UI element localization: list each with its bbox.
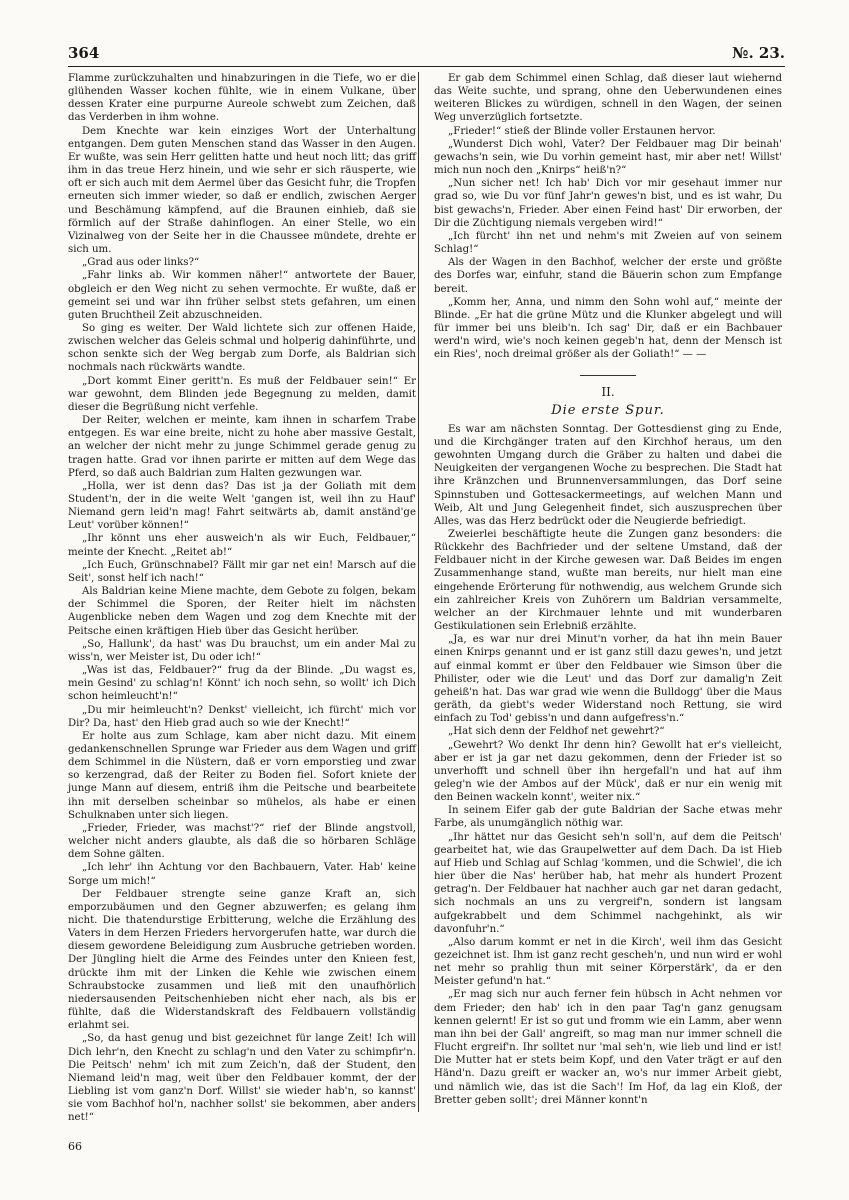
paragraph: Es war am nächsten Sonntag. Der Gottesdienst ging zu Ende, und die Kirchgänger traten auf den Kirchhof heraus, um den gewohnten Umgang durch die Gräber zu halten und dabei die Neuigkeiten der vergangenen Woche zu besprechen. Die Stadt hat ihre Kränzchen und Brunnenversammlungen, das Dorf seine Spinnstuben und Gottesackermeetings, auf welchen Mann und Weib, Alt und Jung Gelegenheit findet, sich auszusprechen über Alles, was das Herz bedrückt oder die Neugierde befriedigt. [434, 423, 782, 527]
paragraph: „Komm her, Anna, und nimm den Sohn wohl auf,“ meinte der Blinde. „Er hat die grüne Mütz und die Klunker abgelegt und will für immer bei uns bleib'n. Ich sag' Dir, daß er ein Bachbauer werd'n wird, wie's noch keinen gegeb'n hat, denn der Mensch ist ein Ries', noch dreimal größer als der Goliath!“ — — [434, 296, 782, 361]
section-rule [580, 375, 636, 376]
chapter-title: Die erste Spur. [551, 402, 665, 418]
paragraph: „Ich fürcht' ihn net und nehm's mit Zweien auf von seinem Schlag!“ [434, 230, 782, 256]
paragraph: Der Reiter, welchen er meinte, kam ihnen in scharfem Trabe entgegen. Es war eine breite, nicht zu hohe aber massive Gestalt, an welcher der nicht mehr zu junge Schimmel gerade genug zu tragen hatte. Grad vor ihnen parirte er mitten auf dem Wege das Pferd, so daß auch Baldrian zum Halten gezwungen war. [68, 415, 416, 479]
paragraph: „So, Hallunk', da hast' was Du brauchst, um ein ander Mal zu wiss'n, wer Meister ist, Du oder ich!“ [68, 638, 416, 663]
paragraph: „Fahr links ab. Wir kommen näher!“ antwortete der Bauer, obgleich er den Weg nicht zu sehen vermochte. Er wußte, daß er gemeint sei und war ihn früher selbst stets gefahren, um einen guten Bruchtheil Zeit abzuschneiden. [68, 270, 416, 321]
paragraph: „Wunderst Dich wohl, Vater? Der Feldbauer mag Dir beinah' gewachs'n sein, wie Du vorhin gemeint hast, mir aber net! Willst' mich nun noch den „Knirps“ heiß'n?“ [434, 138, 782, 177]
paragraph: „Was ist das, Feldbauer?“ frug da der Blinde. „Du wagst es, mein Gesind' zu schlag'n! Könnt' ich noch sehn, so wollt' ich Dich schon heimleucht'n!“ [68, 665, 416, 703]
right-column-before-chapter [434, 72, 782, 361]
paragraph: „Holla, wer ist denn das? Das ist ja der Goliath mit dem Student'n, der in die weite Welt 'gangen ist, weil ihn zu Hauf' Niemand gern leid'n mag! Fahrt seitwärts ab, damit anständ'ge Leut' vorüber können!“ [68, 480, 416, 532]
paragraph: „Gewehrt? Wo denkt Ihr denn hin? Gewollt hat er's vielleicht, aber er ist ja gar net dazu gekommen, denn der Frieder ist so unverhofft und schnell über ihn hergefall'n und hat auf ihm geleg'n wie der Ambos auf der Mück', daß er nur ein wenig mit den Beinen wackeln konnt', weiter nix.“ [434, 739, 782, 804]
paragraph: „Ihr hättet nur das Gesicht seh'n soll'n, auf dem die Peitsch' gearbeitet hat, wie das Graupelwetter auf dem Dach. Da ist Hieb auf Hieb und Schlag auf Schlag 'kommen, und die Schwiel', die ich hier über die Nas' herüber hab, hat mehr als hundert Prozent getrag'n. Der Feldbauer hat nachher auch gar net daran gedacht, sich nochmals an uns zu vergreif'n, sondern ist langsam aufgekrabbelt und dem Schimmel nachgehinkt, als wir davonfuhr'n.“ [434, 831, 782, 935]
paragraph: Als Baldrian keine Miene machte, dem Gebote zu folgen, bekam der Schimmel die Sporen, der Reiter hielt im nächsten Augenblicke neben dem Wagen und zog dem Knechte mit der Peitsche einen kräftigen Hieb über das Gesicht herüber. [68, 586, 416, 637]
paragraph: „Er mag sich nur auch ferner fein hübsch in Acht nehmen vor dem Frieder; den hab' ich in den paar Tag'n ganz genugsam kennen gelernt! Er ist so gut und fromm wie ein Lamm, aber wenn man ihn bei der Gall' angreift, so mag man nur immer schnell die Flucht ergreif'n. Ihr solltet nur 'mal seh'n, wie lieb und lind er ist! Die Mutter hat er stets beim Kopf, und den Vater trägt er auf den Händ'n. Dazu greift er wacker an, wo's nur immer Arbeit giebt, und nämlich wie, das ist die Sach'! Im Hof, da lag ein Kloß, der Bretter geben sollt'; drei Männer konnt'n [434, 989, 782, 1106]
paragraph: „Ich Euch, Grünschnabel? Fällt mir gar net ein! Marsch auf die Seit', sonst helf ich nach!“ [68, 559, 416, 584]
paragraph: „Also darum kommt er net in die Kirch', weil ihm das Gesicht gezeichnet ist. Ihm ist ganz recht gescheh'n, und nun wird er wohl net mehr so prahlig thun mit seiner Körperstärk', da er den Meister gefund'n hat.“ [434, 936, 782, 988]
page-number: 364 [68, 44, 100, 62]
paragraph: „Grad aus oder links?“ [82, 257, 200, 269]
paragraph: Er gab dem Schimmel einen Schlag, daß dieser laut wiehernd das Weite suchte, und sprang, ohne den Ueberwundenen eines weiteren Blickes zu würdigen, schnell in den Wagen, der seinen Weg unverzüglich fortsetzte. [434, 73, 782, 124]
paragraph: Er holte aus zum Schlage, kam aber nicht dazu. Mit einem gedankenschnellen Sprunge war Frieder aus dem Wagen und griff dem Schimmel in die Nüstern, daß er vorn emporstieg und zwar so kerzengrad, daß der Reiter zu Boden fiel. Sofort kniete der junge Mann auf diesem, entriß ihm die Peitsche und bearbeitete ihn mit derselben scheinbar so mühelos, als habe er einen Schulknaben unter sich liegen. [68, 730, 416, 821]
paragraph: „Ja, es war nur drei Minut'n vorher, da hat ihn mein Bauer einen Knirps genannt und er ist ganz still dazu gewes'n, und jetzt auf einmal kommt er über den Feldbauer wie Simson über die Philister, oder wie die Leut' und das Dorf zur damalig'n Zeit geheiß'n hat. Das war grad wie wenn die Bulldogg' über die Maus geräth, da giebt's weder Widerstand noch Rettung, sie wird einfach zu Tod' gebiss'n und dann aufgefress'n.“ [434, 634, 782, 725]
paragraph: In seinem Eifer gab der gute Baldrian der Sache etwas mehr Farbe, als unumgänglich nöthig war. [434, 805, 782, 830]
paragraph: „So, da hast genug und bist gezeichnet für lange Zeit! Ich will Dich lehr'n, den Knecht zu schlag'n und den Vater zu schimpfir'n. Die Peitsch' nehm' ich mit zum Zeich'n, daß der Student, den Niemand leid'n mag, weit über den Feldbauer kommt, der der Liebling ist vom ganz'n Dorf. Willst' sie wieder hab'n, so kannst' sie vom Bachhof hol'n, nachher sollst' sie bekommen, aber anders net!“ [68, 1033, 416, 1124]
paragraph: „Hat sich denn der Feldhof net gewehrt?“ [448, 726, 665, 738]
paragraph: „Frieder, Frieder, was machst'?“ rief der Blinde angstvoll, welcher nicht anders glaubte, als daß die so hörbaren Schläge dem Sohne gälten. [68, 822, 416, 861]
chapter-number: II. [601, 385, 615, 400]
paragraph: Der Feldbauer strengte seine ganze Kraft an, sich emporzubäumen und den Gegner abzuwerfen; es gelang ihm nicht. Die thatendurstige Erbitterung, welche die Erzählung des Vaters in dem Herzen Frieders hervorgerufen hatte, war durch die diesem gewordene Beleidigung zum Ausbruche getrieben worden. Der Jüngling hielt die Arme des Feindes unter den Knieen fest, drückte ihm mit der Linken die Kehle wie zwischen einem Schraubstocke zusammen und ließ mit den unaufhörlich niedersausenden Peitschenhieben nicht eher nach, als bis er fühlte, daß die Widerstandskraft des Feldbauern vollständig erlahmt sei. [68, 888, 416, 1032]
paragraph: „Ich lehr' ihn Achtung vor den Bachbauern, Vater. Hab' keine Sorge um mich!“ [68, 862, 416, 887]
paragraph: Dem Knechte war kein einziges Wort der Unterhaltung entgangen. Dem guten Menschen stand das Wasser in den Augen. Er wußte, was sein Herr gelitten hatte und heut noch litt; das griff ihm in das treue Herz hinein, und wie sehr er sich räusperte, wie oft er sich auch mit dem Aermel über das Gesicht fuhr, die Tropfen erneuten sich immer wieder, so daß er endlich, zwischen Aerger und Beschämung kämpfend, auf die Braunen einhieb, daß sie förmlich auf der Straße dahinflogen. An einer Stelle, wo ein Vizinalweg von der Seite her in die Chaussee mündete, drehte er sich um. [68, 125, 416, 256]
sheet-number: 66 [68, 1140, 82, 1153]
header-rule [68, 66, 785, 67]
issue-number: №. 23. [732, 44, 785, 62]
right-column-after-chapter [434, 423, 782, 1107]
paragraph: Zweierlei beschäftigte heute die Zungen ganz besonders: die Rückkehr des Bachfrieder und der seltene Umstand, daß der Feldbauer nicht in der Kirche gewesen war. Daß Beides im engen Zusammenhange stand, wußte man bereits, nur hielt man eine eingehende Erörterung für nothwendig, aus welchem Grunde sich ein zahlreicher Kreis von Zuhörern um Baldrian versammelte, welcher an der Kirchmauer lehnte und mit wunderbaren Gestikulationen sein Erlebniß erzählte. [434, 529, 782, 633]
page-header [68, 44, 785, 64]
paragraph: So ging es weiter. Der Wald lichtete sich zur offenen Haide, zwischen welcher das Geleis schmal und holperig dahinführte, und schon senkte sich der Weg bergab zum Dorfe, als Baldrian sich nochmals nach rückwärts wandte. [68, 322, 416, 374]
left-column [68, 72, 416, 1125]
paragraph: „Ihr könnt uns eher ausweich'n als wir Euch, Feldbauer,“ meinte der Knecht. „Reitet ab!“ [68, 533, 416, 558]
paragraph: Als der Wagen in den Bachhof, welcher der erste und größte des Dorfes war, einfuhr, stand die Bäuerin schon zum Empfange bereit. [434, 257, 782, 295]
paragraph: „Dort kommt Einer geritt'n. Es muß der Feldbauer sein!“ Er war gewohnt, dem Blinden jede Begegnung zu melden, damit dieser die Begrüßung nicht verfehle. [68, 375, 416, 413]
paragraph: Flamme zurückzuhalten und hinabzuringen in die Tiefe, wo er die glühenden Wasser kochen fühlte, wie in einem Vulkane, über dessen Krater eine purpurne Aureole schwebt zum Zeichen, daß das Verderben in ihm wohne. [68, 73, 416, 124]
column-divider [418, 72, 419, 1112]
right-column [434, 72, 782, 1107]
paragraph: „Frieder!“ stieß der Blinde voller Erstaunen hervor. [448, 125, 716, 137]
paragraph: „Nun sicher net! Ich hab' Dich vor mir gesehaut immer nur grad so, wie Du vor fünf Jahr'n gewes'n bist, und es ist wahr, Du bist gewachs'n, Frieder. Aber einen Feind hast' Dir erworben, der Dir die Züchtigung niemals vergeben wird!“ [434, 178, 782, 229]
paragraph: „Du mir heimleucht'n? Denkst' vielleicht, ich fürcht' mich vor Dir? Da, hast' den Hieb grad auch so wie der Knecht!“ [68, 704, 416, 729]
